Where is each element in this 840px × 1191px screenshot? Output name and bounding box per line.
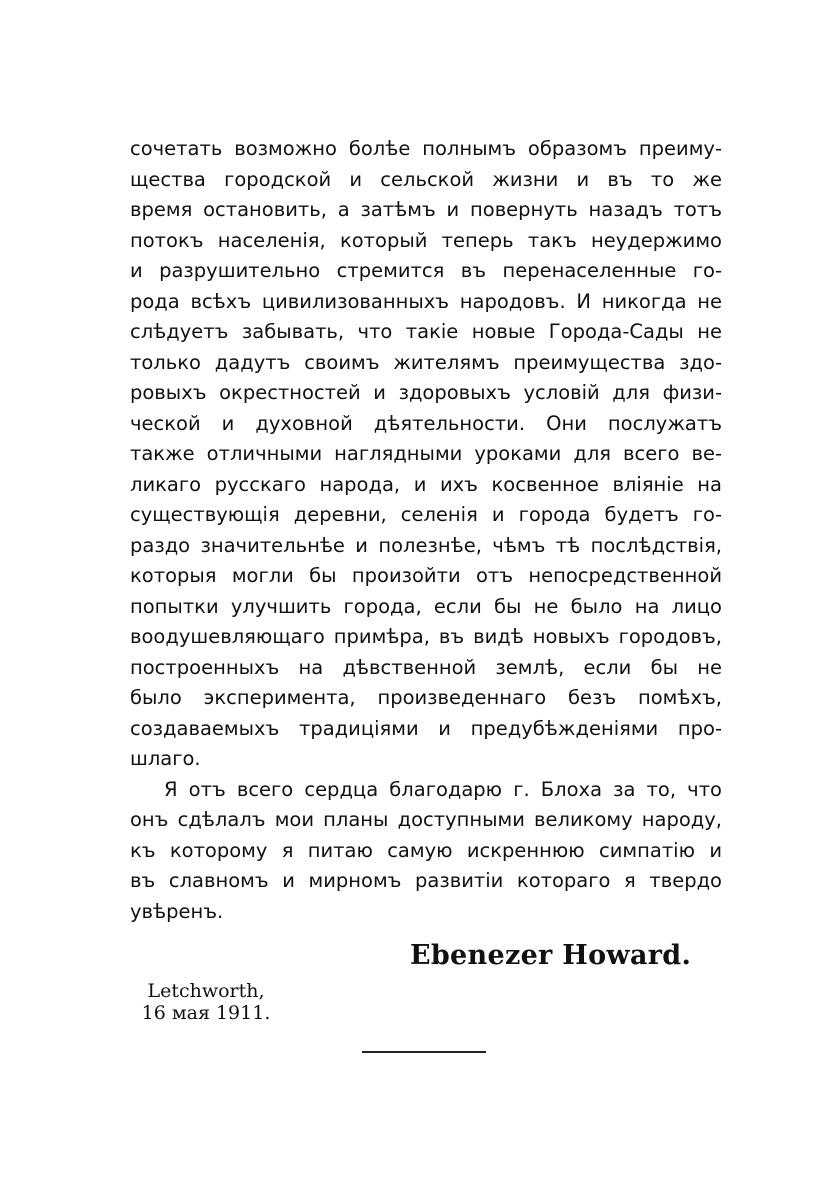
text-line: рода всѣхъ цивилизованныхъ народовъ. И никогда не — [130, 289, 722, 313]
paragraph-first-line: Я отъ всего сердца благодарю г. Блоха за то, что — [164, 777, 722, 801]
text-line: шлаго. — [130, 747, 201, 770]
text-line: увѣренъ. — [130, 899, 224, 923]
text-line: ликаго русскаго народа, и ихъ косвенное вліяніе на — [130, 472, 722, 496]
text-line: въ славномъ и мирномъ развитіи котораго я твердо — [130, 869, 722, 892]
text-line: существующія деревни, селенія и города будетъ го- — [130, 503, 722, 526]
text-line: построенныхъ на дѣвственной землѣ, если бы не — [130, 655, 722, 679]
preface-text — [130, 134, 722, 927]
text-line: воодушевляющаго примѣра, въ видѣ новыхъ городовъ, — [130, 625, 722, 648]
text-line: потокъ населенія, который теперь такъ неудержимо — [130, 228, 722, 252]
text-line: также отличными наглядными уроками для всего ве- — [130, 442, 722, 465]
text-line: создаваемыхъ традиціями и предубѣжденіями про- — [130, 716, 722, 740]
text-line: только дадутъ своимъ жителямъ преимущества здо- — [130, 350, 722, 374]
text-line: щества городской и сельской жизни и въ то же — [130, 167, 722, 191]
date-label: 16 мая 1911. — [141, 1002, 271, 1024]
text-line: которыя могли бы произойти отъ непосредственной — [130, 564, 722, 587]
text-line: и разрушительно стремится въ перенаселенные го- — [130, 259, 722, 282]
text-line: сочетать возможно болѣе полнымъ образомъ преиму- — [130, 137, 722, 160]
text-line: слѣдуетъ забывать, что такіе новые Города-Сады не — [130, 320, 722, 343]
place-label: Letchworth, — [147, 980, 265, 1002]
text-line: къ которому я питаю самую искреннюю симпатію и — [130, 838, 722, 862]
text-line: онъ сдѣлалъ мои планы доступными великому народу, — [130, 808, 722, 831]
text-line: попытки улучшить города, если бы не было на лицо — [130, 594, 722, 618]
text-line: время остановить, а затѣмъ и повернуть назадъ тотъ — [130, 198, 722, 221]
text-line: было эксперимента, произведеннаго безъ помѣхъ, — [130, 686, 722, 709]
text-line: ровыхъ окрестностей и здоровыхъ условій для физи- — [130, 381, 722, 404]
text-line: раздо значительнѣе и полезнѣе, чѣмъ тѣ послѣдствія, — [130, 533, 722, 557]
author-signature: Ebenezer Howard. — [410, 940, 692, 971]
text-line: ческой и духовной дѣятельности. Они послужатъ — [130, 411, 722, 435]
closing-rule-divider — [362, 1051, 486, 1053]
place-and-date — [140, 980, 272, 1024]
